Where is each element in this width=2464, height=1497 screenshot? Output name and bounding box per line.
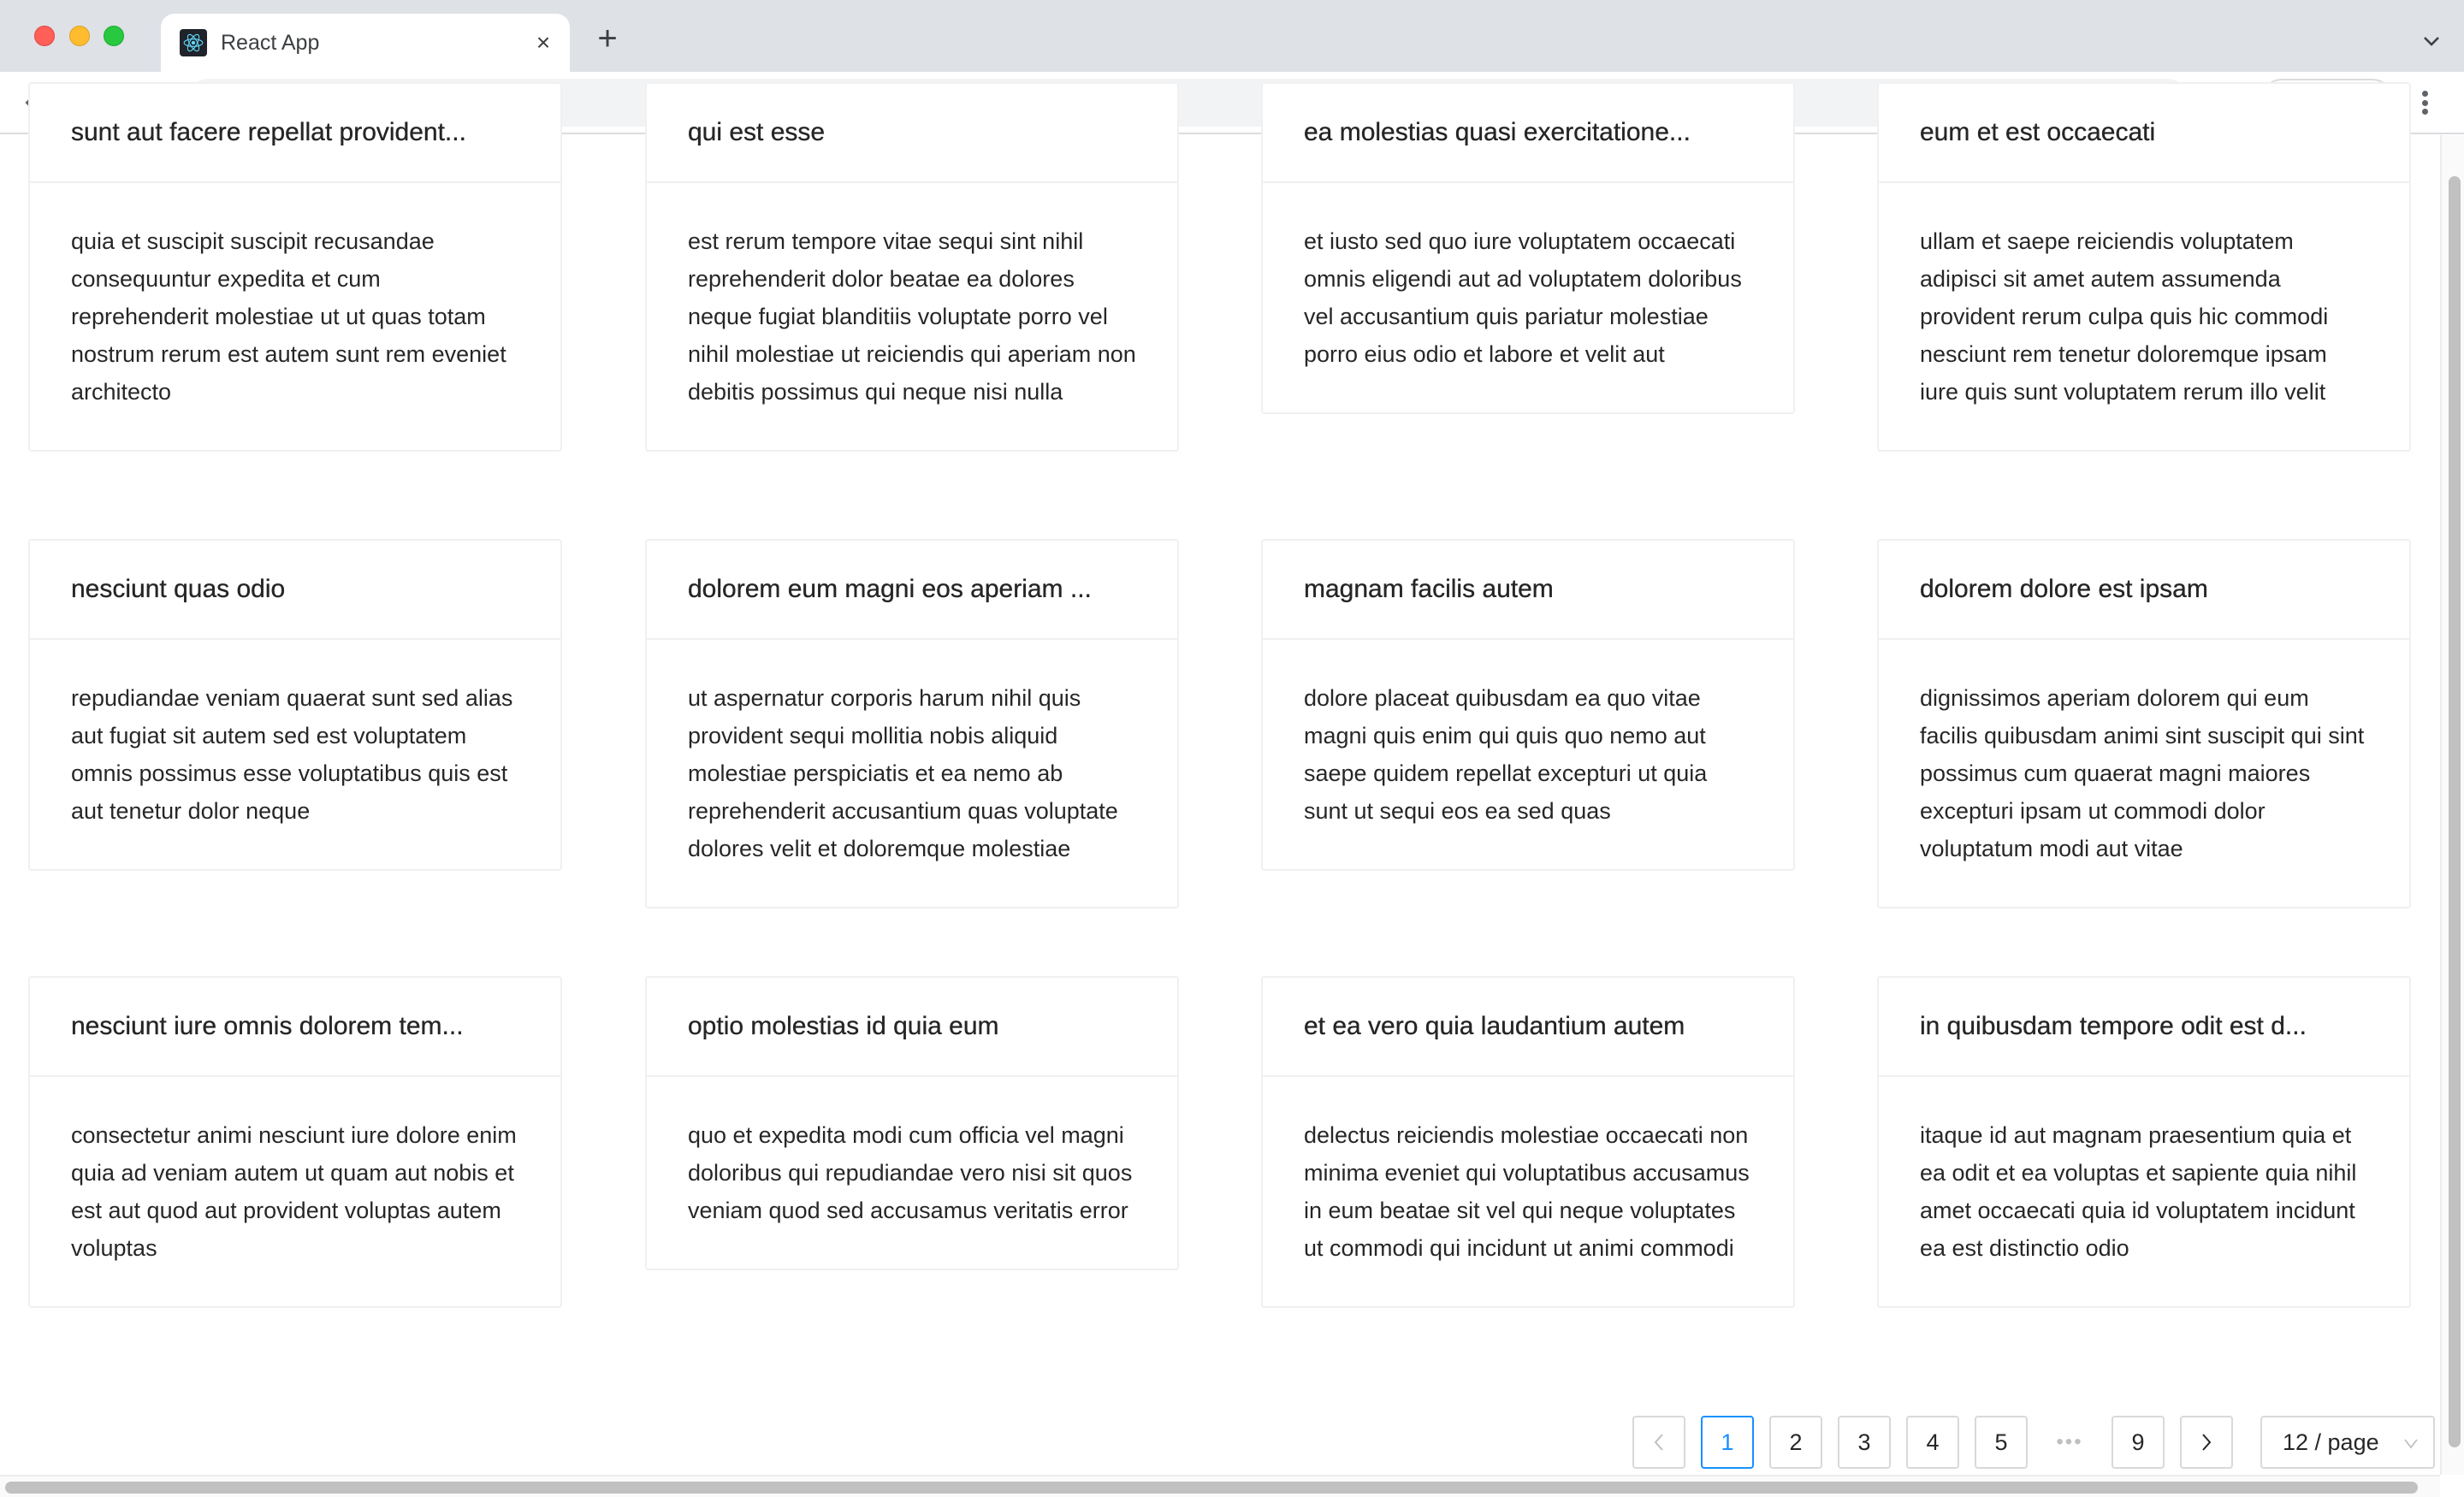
- post-body: ut aspernatur corporis harum nihil quis provident sequi mollitia nobis aliquid molestiae perspiciatis et ea nemo ab reprehenderit accusantium quas voluptate dolores velit et doloremque molestiae: [688, 685, 1118, 861]
- post-body: ullam et saepe reiciendis voluptatem adipisci sit amet autem assumenda provident rerum culpa quis hic commodi nesciunt rem tenetur doloremque ipsam iure quis sunt voluptatem rerum illo velit: [1920, 228, 2329, 405]
- page-3-button[interactable]: 3: [1838, 1416, 1891, 1469]
- page-4-button[interactable]: 4: [1906, 1416, 1959, 1469]
- post-title: dolorem eum magni eos aperiam ...: [688, 575, 1092, 603]
- prev-page-button[interactable]: [1632, 1416, 1685, 1469]
- react-logo-icon: [180, 29, 207, 56]
- page-size-select[interactable]: [2260, 1416, 2435, 1469]
- post-card: [645, 82, 1179, 452]
- jump-next-ellipsis[interactable]: •••: [2056, 1430, 2083, 1453]
- post-card: [1261, 976, 1795, 1308]
- page-viewport: [0, 118, 2464, 1497]
- post-title: sunt aut facere repellat provident...: [71, 118, 466, 146]
- page-1-button[interactable]: 1: [1701, 1416, 1754, 1469]
- post-body: repudiandae veniam quaerat sunt sed alias aut fugiat sit autem sed est voluptatem omnis possimus esse voluptatibus quis est aut tenetur dolor neque: [71, 685, 513, 824]
- chevron-down-icon: [2402, 1435, 2420, 1452]
- vertical-scrollbar[interactable]: [2440, 135, 2464, 1475]
- post-body: itaque id aut magnam praesentium quia et ea odit et ea voluptas et sapiente quia nihil amet occaecati quia id voluptatem incidunt ea est distinctio odio: [1920, 1122, 2357, 1261]
- chevron-left-icon: [1651, 1432, 1667, 1453]
- post-body: et iusto sed quo iure voluptatem occaecati omnis eligendi aut ad voluptatem doloribus vel accusantium quis pariatur molestiae porro eius odio et labore et velit aut: [1304, 228, 1742, 367]
- page-2-button[interactable]: 2: [1769, 1416, 1822, 1469]
- window-minimize-button[interactable]: [69, 26, 90, 46]
- vertical-scrollbar-thumb[interactable]: [2449, 176, 2461, 1447]
- tab-search-chevron-icon[interactable]: [2421, 31, 2442, 51]
- browser-tab-bar: [0, 0, 2464, 72]
- post-card: [1877, 82, 2411, 452]
- post-body: consectetur animi nesciunt iure dolore enim quia ad veniam autem ut quam aut nobis et est aut quod aut provident voluptas autem voluptas: [71, 1122, 517, 1261]
- post-card: [1261, 82, 1795, 414]
- post-title: dolorem dolore est ipsam: [1920, 575, 2208, 603]
- pagination: [1632, 1416, 2435, 1469]
- post-card: [645, 976, 1179, 1270]
- page-5-button[interactable]: 5: [1975, 1416, 2028, 1469]
- post-card: [1877, 539, 2411, 908]
- tab-title: React App: [221, 31, 320, 55]
- post-title: optio molestias id quia eum: [688, 1012, 999, 1040]
- new-tab-button[interactable]: +: [597, 20, 618, 57]
- horizontal-scrollbar[interactable]: [0, 1475, 2440, 1497]
- chevron-right-icon: [2199, 1432, 2214, 1453]
- window-maximize-button[interactable]: [104, 26, 124, 46]
- tab-close-icon[interactable]: ×: [536, 29, 551, 56]
- post-card: [1261, 539, 1795, 871]
- post-body: dolore placeat quibusdam ea quo vitae magni quis enim qui quis quo nemo aut saepe quidem repellat excepturi ut quia sunt ut sequi eos ea sed quas: [1304, 685, 1708, 824]
- page-size-value: 12 / page: [2283, 1429, 2379, 1455]
- post-body: quo et expedita modi cum officia vel magni doloribus qui repudiandae vero nisi sit quos veniam quod sed accusamus veritatis error: [688, 1122, 1133, 1223]
- post-title: nesciunt quas odio: [71, 575, 286, 603]
- post-body: delectus reiciendis molestiae occaecati non minima eveniet qui voluptatibus accusamus in eum beatae sit vel qui neque voluptates ut commodi qui incidunt ut animi commodi: [1304, 1122, 1750, 1261]
- post-card: [28, 976, 562, 1308]
- post-card: [28, 539, 562, 871]
- post-card: [1877, 976, 2411, 1308]
- window-close-button[interactable]: [34, 26, 55, 46]
- post-title: in quibusdam tempore odit est d...: [1920, 1012, 2307, 1040]
- next-page-button[interactable]: [2180, 1416, 2233, 1469]
- post-card: [645, 539, 1179, 908]
- post-card: [28, 82, 562, 452]
- post-title: qui est esse: [688, 118, 826, 146]
- post-title: nesciunt iure omnis dolorem tem...: [71, 1012, 464, 1040]
- post-body: quia et suscipit suscipit recusandae consequuntur expedita et cum reprehenderit molestiae ut ut quas totam nostrum rerum est autem sunt rem eveniet architecto: [71, 228, 506, 405]
- post-body: dignissimos aperiam dolorem qui eum facilis quibusdam animi sint suscipit qui sint possimus cum quaerat magni maiores excepturi ipsam ut commodi dolor voluptatum modi aut vitae: [1920, 685, 2365, 861]
- post-title: ea molestias quasi exercitatione...: [1304, 118, 1691, 146]
- browser-tab-active[interactable]: [161, 14, 570, 72]
- post-title: eum et est occaecati: [1920, 118, 2156, 146]
- post-body: est rerum tempore vitae sequi sint nihil reprehenderit dolor beatae ea dolores neque fugiat blanditiis voluptate porro vel nihil molestiae ut reiciendis qui aperiam non debitis possimus qui neque nisi nulla: [688, 228, 1136, 405]
- browser-menu-icon[interactable]: [2414, 87, 2435, 118]
- page-9-button[interactable]: 9: [2112, 1416, 2165, 1469]
- post-title: magnam facilis autem: [1304, 575, 1554, 603]
- post-title: et ea vero quia laudantium autem: [1304, 1012, 1685, 1040]
- horizontal-scrollbar-thumb[interactable]: [5, 1482, 2418, 1494]
